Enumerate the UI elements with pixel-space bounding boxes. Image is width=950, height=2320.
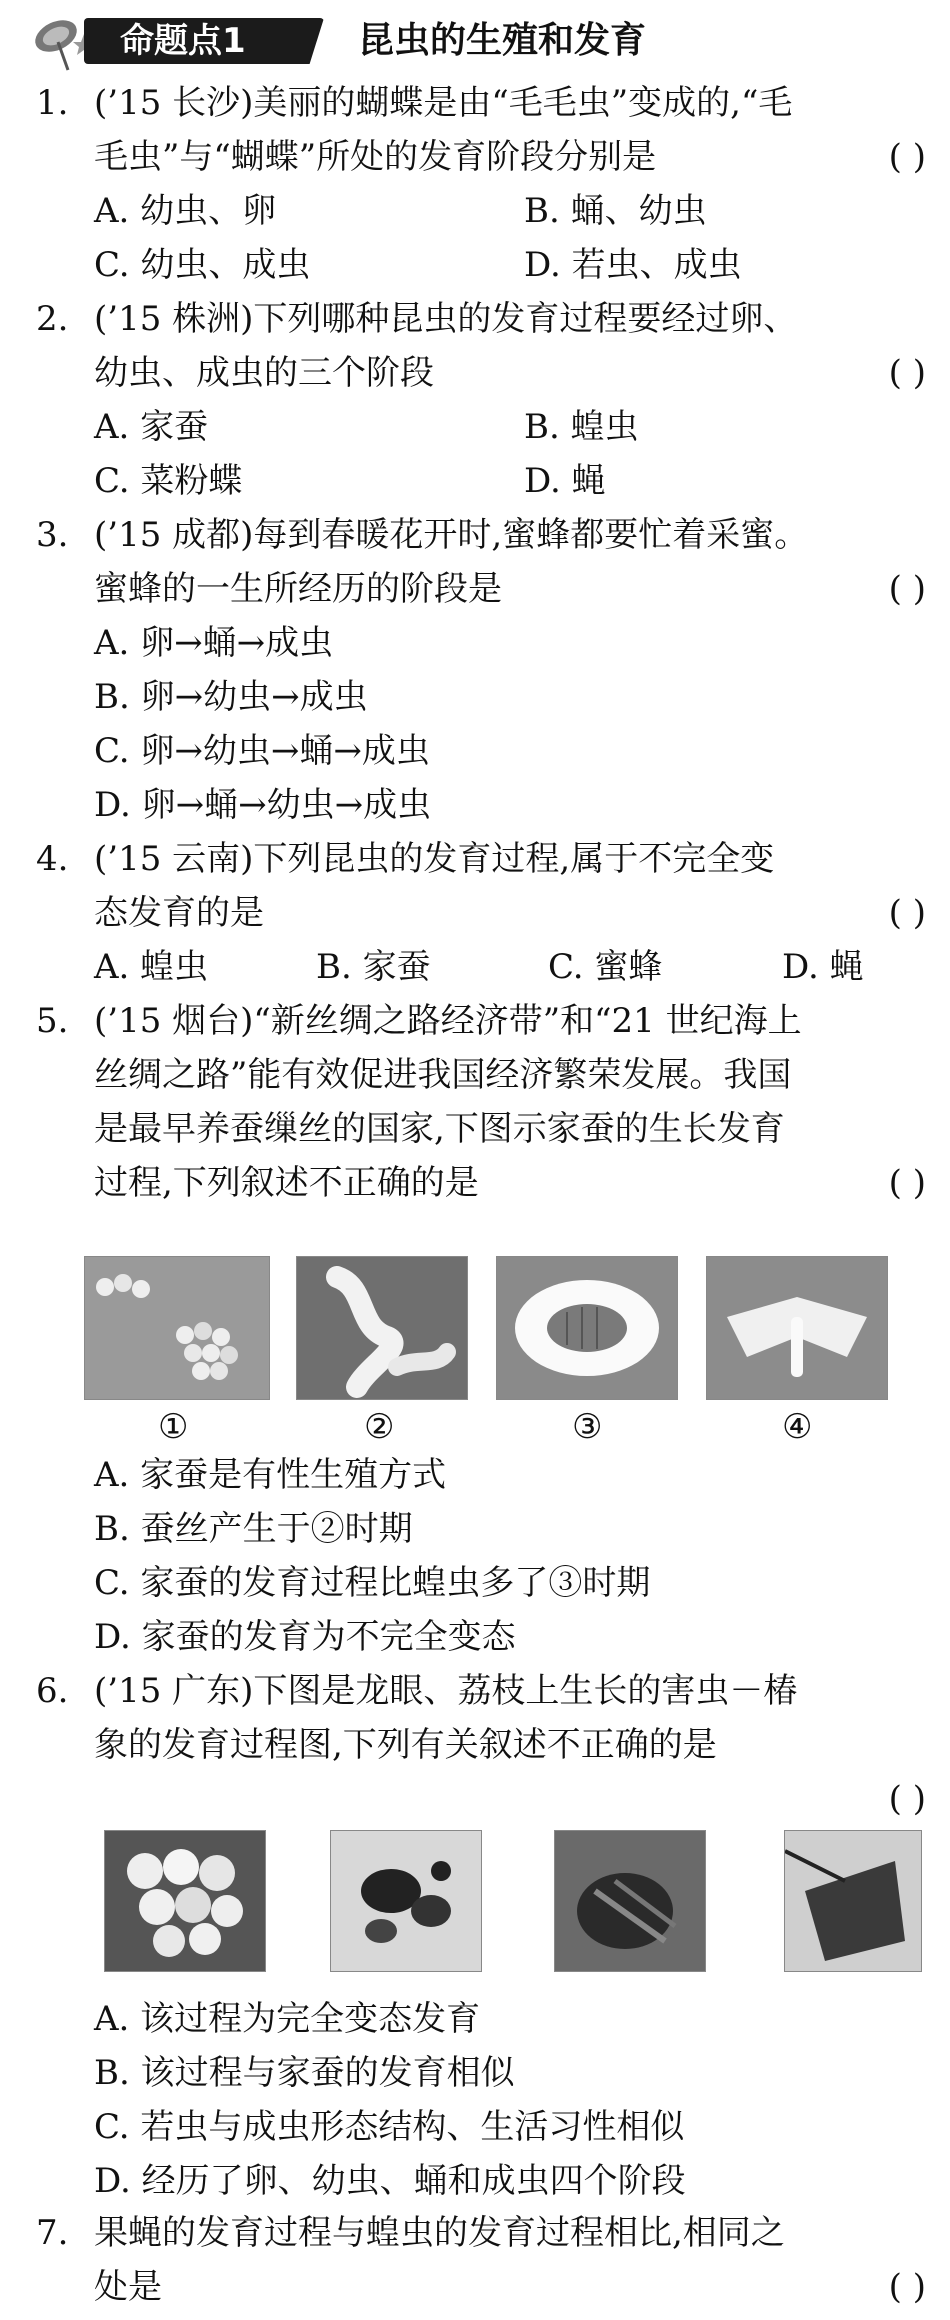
question-2 [36, 292, 936, 508]
option-c[interactable]: C. 若虫与成虫形态结构、生活习性相似 [94, 2107, 685, 2147]
option-b[interactable]: B. 家蚕 [316, 947, 431, 987]
question-text: 丝绸之路”能有效促进我国经济繁荣发展。我国 [94, 1055, 792, 1095]
question-text: 过程,下列叙述不正确的是 [94, 1163, 479, 1203]
question-text: 是最早养蚕缫丝的国家,下图示家蚕的生长发育 [94, 1109, 785, 1149]
option-d[interactable]: D. 家蚕的发育为不完全变态 [94, 1617, 516, 1657]
option-b[interactable]: B. 蚕丝产生于②时期 [94, 1509, 413, 1549]
question-text: 态发育的是 [94, 893, 264, 933]
option-b[interactable]: B. 卵→幼虫→成虫 [94, 677, 368, 717]
header-label: 命题点1 [120, 21, 246, 61]
answer-bracket[interactable]: ( ) [888, 1163, 926, 1203]
question-text: (’15 云南)下列昆虫的发育过程,属于不完全变 [94, 839, 775, 879]
section-header [28, 12, 928, 72]
option-a[interactable]: A. 该过程为完全变态发育 [94, 1999, 481, 2039]
option-row [36, 184, 936, 238]
question-6-options [36, 1992, 936, 2208]
answer-bracket[interactable]: ( ) [888, 2267, 926, 2307]
option-row [36, 400, 936, 454]
photo-caption-4: ④ [782, 1407, 813, 1447]
option-row [36, 940, 936, 994]
photo-caption-1: ① [158, 1407, 189, 1447]
question-number: 6. [36, 1671, 69, 1711]
answer-bracket[interactable]: ( ) [888, 1779, 926, 1819]
option-d[interactable]: D. 经历了卵、幼虫、蛹和成虫四个阶段 [94, 2161, 686, 2201]
question-1 [36, 76, 936, 292]
option-a[interactable]: A. 家蚕 [94, 407, 209, 447]
question-text: 果蝇的发育过程与蝗虫的发育过程相比,相同之 [94, 2213, 785, 2253]
question-number: 1. [36, 83, 69, 123]
photo-caption-2: ② [364, 1407, 395, 1447]
question-text: 幼虫、成虫的三个阶段 [94, 353, 434, 393]
question-5 [36, 994, 936, 1210]
stinkbug-stage-photos [104, 1830, 924, 1980]
answer-bracket[interactable]: ( ) [888, 569, 926, 609]
question-text: 处是 [94, 2267, 162, 2307]
question-5-options [36, 1448, 936, 1664]
option-d[interactable]: D. 蝇 [782, 947, 864, 987]
silkworm-pupa-photo [496, 1256, 678, 1400]
silkworm-eggs-photo [84, 1256, 270, 1400]
question-number: 7. [36, 2213, 69, 2253]
question-text: 象的发育过程图,下列有关叙述不正确的是 [94, 1725, 717, 1765]
option-a[interactable]: A. 家蚕是有性生殖方式 [94, 1455, 447, 1495]
option-row [36, 454, 936, 508]
option-c[interactable]: C. 菜粉蝶 [94, 461, 243, 501]
option-c[interactable]: C. 卵→幼虫→蛹→成虫 [94, 731, 430, 771]
question-7 [36, 2206, 936, 2314]
option-row [36, 238, 936, 292]
question-text: (’15 长沙)美丽的蝴蝶是由“毛毛虫”变成的,“毛 [94, 83, 793, 123]
option-d[interactable]: D. 若虫、成虫 [524, 245, 742, 285]
question-6 [36, 1664, 936, 1826]
stinkbug-nymph-photo [554, 1830, 706, 1972]
question-text: 毛虫”与“蝴蝶”所处的发育阶段分别是 [94, 137, 657, 177]
option-b[interactable]: B. 蝗虫 [524, 407, 639, 447]
option-a[interactable]: A. 蝗虫 [94, 947, 209, 987]
question-number: 5. [36, 1001, 69, 1041]
answer-bracket[interactable]: ( ) [888, 893, 926, 933]
photo-caption-3: ③ [572, 1407, 603, 1447]
option-d[interactable]: D. 蝇 [524, 461, 606, 501]
question-4 [36, 832, 936, 994]
question-text: (’15 株洲)下列哪种昆虫的发育过程要经过卵、 [94, 299, 798, 339]
question-text: 蜜蜂的一生所经历的阶段是 [94, 569, 502, 609]
question-number: 4. [36, 839, 69, 879]
question-text: (’15 烟台)“新丝绸之路经济带”和“21 世纪海上 [94, 1001, 802, 1041]
question-number: 3. [36, 515, 69, 555]
silkworm-moth-photo [706, 1256, 888, 1400]
answer-bracket[interactable]: ( ) [888, 137, 926, 177]
option-a[interactable]: A. 卵→蛹→成虫 [94, 623, 334, 663]
stinkbug-nymphs-photo [330, 1830, 482, 1972]
question-number: 2. [36, 299, 69, 339]
silkworm-stage-photos [84, 1256, 904, 1456]
option-b[interactable]: B. 该过程与家蚕的发育相似 [94, 2053, 515, 2093]
question-text: (’15 广东)下图是龙眼、荔枝上生长的害虫－椿 [94, 1671, 798, 1711]
stinkbug-eggs-photo [104, 1830, 266, 1972]
answer-bracket[interactable]: ( ) [888, 353, 926, 393]
option-c[interactable]: C. 家蚕的发育过程比蝗虫多了③时期 [94, 1563, 651, 1603]
option-b[interactable]: B. 蛹、幼虫 [524, 191, 707, 231]
question-text: (’15 成都)每到春暖花开时,蜜蜂都要忙着采蜜。 [94, 515, 809, 555]
option-c[interactable]: C. 幼虫、成虫 [94, 245, 311, 285]
question-3 [36, 508, 936, 832]
header-title: 昆虫的生殖和发育 [358, 20, 647, 61]
silkworm-larva-photo [296, 1256, 468, 1400]
option-a[interactable]: A. 幼虫、卵 [94, 191, 277, 231]
stinkbug-adult-photo [784, 1830, 922, 1972]
option-d[interactable]: D. 卵→蛹→幼虫→成虫 [94, 785, 432, 825]
option-c[interactable]: C. 蜜蜂 [548, 947, 663, 987]
